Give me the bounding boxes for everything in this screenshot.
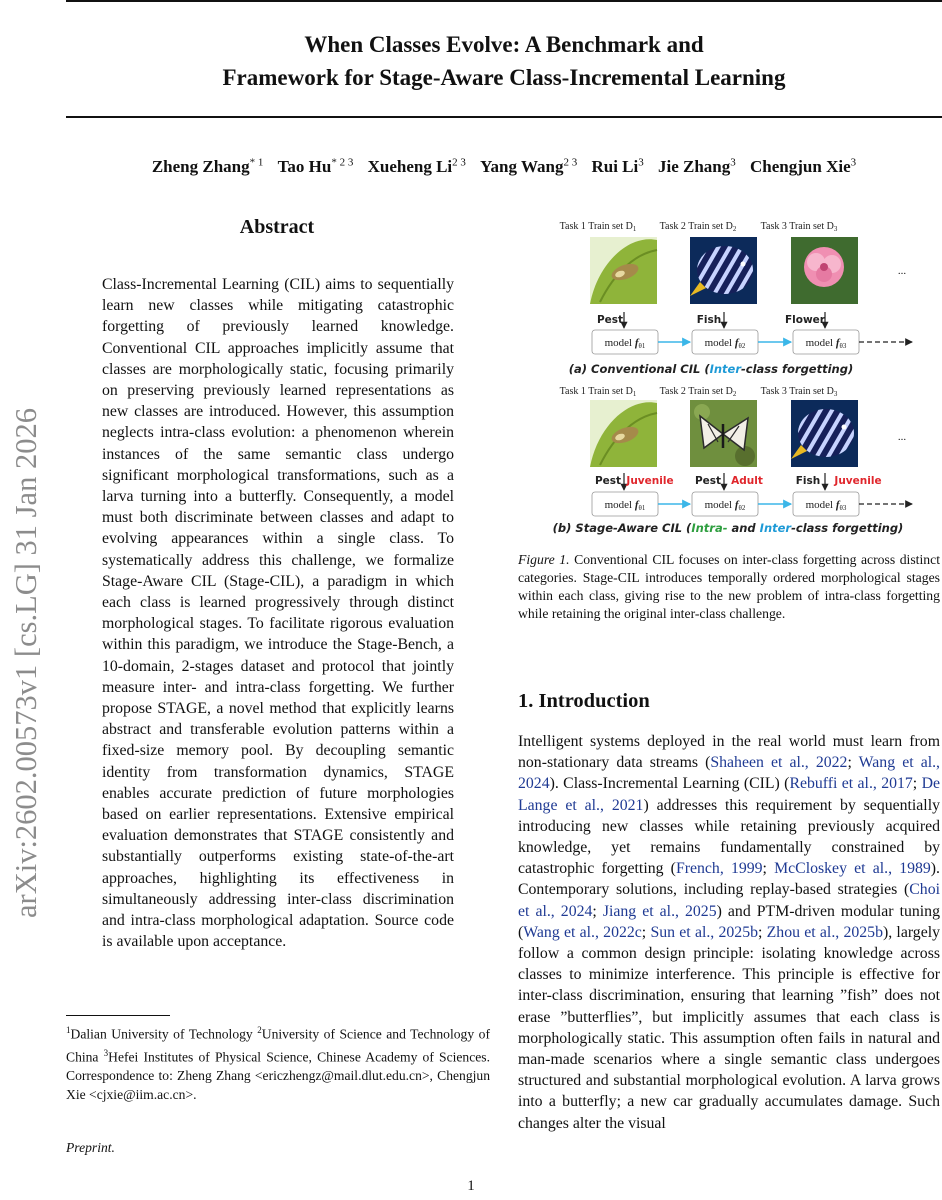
author-list <box>66 156 942 177</box>
author: Chengjun Xie$^3$ <box>750 156 857 176</box>
model-box-1: model fθ1 <box>604 337 646 350</box>
model-box-3: model fθ3 <box>805 337 847 350</box>
model-box-2: model fθ2 <box>704 499 746 512</box>
top-rule <box>66 0 942 2</box>
panel-a <box>560 221 912 376</box>
author: Zheng Zhang$^{* 1}$ <box>151 156 264 176</box>
figure-caption <box>518 551 940 623</box>
preprint-note: Preprint. <box>66 1140 115 1155</box>
author: Tao $Hu^{* 2 3}$ <box>277 156 354 176</box>
citation-link[interactable]: Zhou et al., 2025b <box>766 923 883 941</box>
citation-link[interactable]: Rebuffi et al., 2017 <box>789 775 913 793</box>
model-box-2: model fθ2 <box>704 337 746 350</box>
stage-label-adult: Adult <box>731 475 763 487</box>
larva-leaf-image <box>590 400 657 467</box>
citation-link[interactable]: Jiang et al., 2025 <box>602 902 717 920</box>
figure-1 <box>540 212 942 547</box>
ellipsis: ... <box>897 431 907 443</box>
title-line-1: When Classes Evolve: A Benchmark and <box>304 32 704 57</box>
caption-text: Conventional CIL focuses on inter-class forgetting across distinct categories. Stage-CIL introduces temporally ordered morphological stages within each class, giving rise to the new problem of intra-class forgetting while retaining the original inter-class challenge. <box>518 552 941 621</box>
task-3-label: Task 3 Train set $D_3$ <box>760 386 838 398</box>
citation-link[interactable]: Choi et al., 2024 <box>518 881 940 920</box>
author: Rui Li$^3$ <box>591 156 644 176</box>
task-1-label: Task 1 Train set $D_1$ <box>559 221 637 233</box>
panel-a-caption: (a) Conventional CIL (Inter-class forgetting) <box>568 362 854 376</box>
model-box-3: model fθ3 <box>805 499 847 512</box>
class-label-fish: Fish <box>696 314 722 326</box>
page-number: 1 <box>467 1178 475 1194</box>
introduction-paragraph: Intelligent systems deployed in the real world must learn from non-stationary data streams (Shaheen et al., 2022; Wang et al., 2024). Class-Incremental Learning (CIL) (Rebuffi et al., 2017; De Lange et al., 2021) addresses this requirement by sequentially introducing new classes while retaining previously acquired knowledge, yet remains fundamentally constrained by catastrophic forgetting (French, 1999; McCloskey et al., 1989). Contemporary solutions, including replay-based strategies (Choi et al., 2024; Jiang et al., 2025) and PTM-driven modular tuning (Wang et al., 2022c; Sun et al., 2025b; Zhou et al., 2025b), largely follow a common design principle: isolating knowledge across classes to minimize interference. This principle is effective for inter-class discrimination, ensuring that learning ”fish” does not erase ”butterflies”, but implicitly assumes that each class is morphologically static. This assumption often fails in natural and man-made scenarios where a single semantic class undergoes structured and substantial morphological evolution. A larva grows into a butterfly; a new car gradually accumulates damage. Such changes alter the visual <box>518 733 941 1132</box>
citation-link[interactable]: McCloskey et al., 1989 <box>774 860 931 878</box>
citation-link[interactable]: De Lange et al., 2021 <box>518 775 940 814</box>
class-label-pest: Pest <box>594 475 622 487</box>
arxiv-stamp <box>4 268 46 918</box>
arxiv-stamp-text: arXiv:2602.00573v1 [cs.LG] 31 Jan 2026 <box>9 408 43 918</box>
author: Jie Zhang$^3$ <box>658 156 736 176</box>
paper-title <box>66 28 942 94</box>
angelfish-image <box>690 237 757 304</box>
citation-link[interactable]: Shaheen et al., 2022 <box>710 754 848 772</box>
author: Xueheng $Li^{2 3}$ <box>367 156 466 176</box>
class-label-flower: Flower <box>785 314 825 326</box>
caption-label: Figure 1. <box>518 552 570 567</box>
class-label-pest: Pest <box>694 475 722 487</box>
citation-link[interactable]: Wang et al., 2022c <box>523 923 642 941</box>
task-3-label: Task 3 Train set $D_3$ <box>760 221 838 233</box>
citation-link[interactable]: Wang et al., 2024 <box>518 754 940 793</box>
citation-link[interactable]: French, 1999 <box>675 860 763 878</box>
title-rule <box>66 116 942 118</box>
task-2-label: Task 2 Train set $D_2$ <box>659 386 737 398</box>
butterfly-image <box>690 400 757 467</box>
footnote-rule <box>66 1015 170 1016</box>
pink-flower-image <box>791 237 858 304</box>
task-2-label: Task 2 Train set $D_2$ <box>659 221 737 233</box>
model-box-1: model fθ1 <box>604 499 646 512</box>
ellipsis: ... <box>897 265 907 277</box>
class-label-fish: Fish <box>795 475 821 487</box>
affiliation-footnote: $^1$Dalian University of Technology $^2$University of Science and Technology of China $^3$Hefei Institutes of Physical Science, Chinese Academy of Sciences. Correspondence to: Zheng Zhang <ericzhengz@mail.dlut.edu.cn>, Chengjun Xie <cjxie@iim.ac.cn>. <box>66 1025 490 1102</box>
section-heading-introduction: 1. Introduction <box>518 690 650 712</box>
author: Yang Wang$^{2 3}$ <box>480 156 578 176</box>
larva-leaf-image <box>590 237 657 304</box>
panel-b-caption: (b) Stage-Aware CIL (Intra- and Inter-class forgetting) <box>552 521 904 535</box>
angelfish-image <box>791 400 858 467</box>
task-1-label: Task 1 Train set $D_1$ <box>559 386 637 398</box>
panel-b <box>553 386 912 535</box>
title-line-2: Framework for Stage-Aware Class-Incremental Learning <box>222 65 786 90</box>
stage-label-juvenile: Juvenile <box>834 475 882 487</box>
stage-label-juvenile: Juvenile <box>626 475 674 487</box>
class-label-pest: Pest <box>596 314 624 326</box>
citation-link[interactable]: Sun et al., 2025b <box>650 923 758 941</box>
abstract-heading: Abstract <box>239 216 315 238</box>
abstract-body: Class-Incremental Learning (CIL) aims to sequentially learn new classes while mitigating catastrophic forgetting of previously learned knowledge. Conventional CIL approaches implicitly assume that classes are morphologically static, focusing primarily on preserving previously learned representations as new classes are introduced. However, this assumption neglects intra-class evolution: a phenomenon wherein instances of the same semantic class undergo significant morphological transformations, such as a larva turning into a butterfly. Consequently, a model must both discriminate between classes and adapt to evolving appearances within a single class. To systematically address this challenge, we formalize Stage-Aware CIL (Stage-CIL), a paradigm in which each class is learned progressively through distinct morphological stages. To facilitate rigorous evaluation within this paradigm, we introduce the Stage-Bench, a 10-domain, 2-stages dataset and protocol that jointly measure inter- and intra-class forgetting. We further propose STAGE, a novel method that explicitly learns abstract and transferable evolution patterns within a fixed-size memory pool. By decoupling semantic identity from transformation dynamics, STAGE enables accurate prediction of future morphologies based on earlier representations. Extensive empirical evaluation demonstrates that STAGE consistently and substantially outperforms existing state-of-the-art approaches, highlighting its effectiveness in simultaneously addressing inter-class discrimination and intra-class morphological adaptation. Source code is available upon acceptance. <box>102 276 454 951</box>
